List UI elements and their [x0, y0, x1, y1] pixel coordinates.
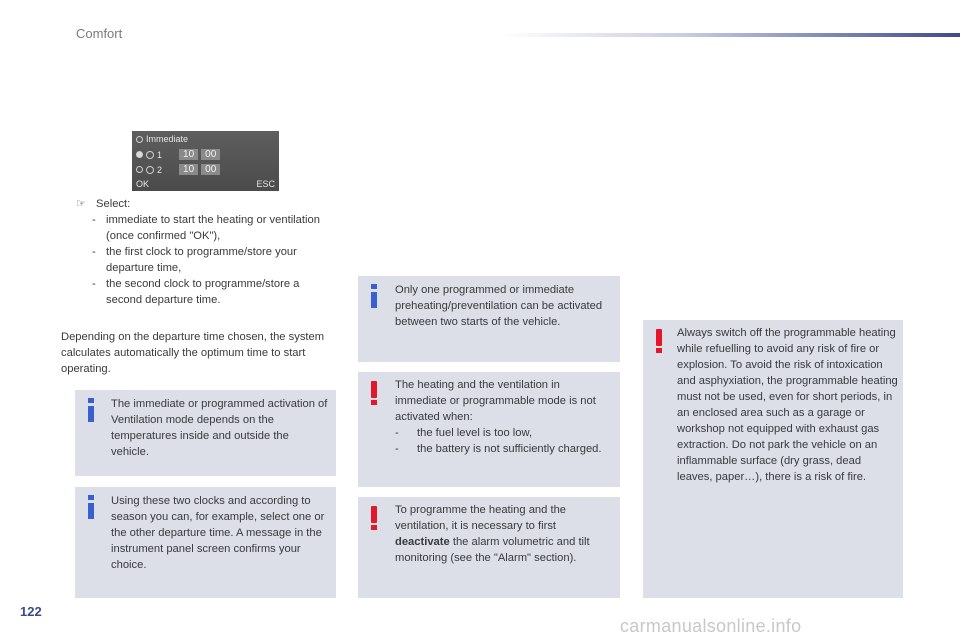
- radio-selected-icon: [136, 151, 143, 158]
- section-title: Comfort: [76, 26, 123, 41]
- radio-icon: [136, 136, 143, 143]
- clock-1-hours: 10: [179, 149, 198, 160]
- clock-2-minutes: 00: [201, 164, 220, 175]
- radio-icon: [136, 166, 143, 173]
- screen-row-immediate: [136, 134, 188, 144]
- ok-label: OK: [136, 179, 150, 189]
- clock-1-minutes: 00: [201, 149, 220, 160]
- info-box-one-preheating: Only one programmed or immediate preheating/preventilation can be activated between two starts of the vehicle.: [358, 276, 620, 362]
- display-screen-image: [132, 131, 279, 191]
- info-icon: [88, 495, 94, 519]
- header-bar: [500, 33, 960, 37]
- warning-box-deactivate-alarm: To programme the heating and the ventilation, it is necessary to first deactivate the alarm volumetric and tilt monitoring (see the "Alarm" section).: [358, 497, 620, 598]
- screen-row-clock-1: [136, 149, 220, 160]
- warning-intro: The heating and the ventilation in immediate or programmable mode is not activated when:: [395, 379, 596, 423]
- warning-exclamation-icon: [371, 506, 377, 530]
- select-options-list: [76, 212, 338, 308]
- select-label: Select:: [96, 198, 131, 210]
- page-number: 122: [20, 604, 42, 619]
- warning-box-refuelling: Always switch off the programmable heating while refuelling to avoid any risk of fire or explosion. To avoid the risk of intoxication and asphyxiation, the programmable heating must not be used, even for short periods, in an enclosed area such as a garage or workshop not equipped with exhaust gas extraction. Do not park the vehicle on an inflammable surface (dry grass, dead leaves, paper…), there is a risk of fire.: [643, 320, 903, 598]
- pointing-hand-icon: ☞: [76, 198, 87, 210]
- list-item: - the fuel level is too low,: [395, 427, 533, 439]
- departure-paragraph: Depending on the departure time chosen, the system calculates automatically the optimum time to start operating.: [61, 331, 325, 375]
- clock-icon: [146, 151, 154, 159]
- warning-box-not-activated: [358, 372, 620, 487]
- list-item: - the first clock to programme/store your departure time,: [92, 246, 297, 274]
- screen-row-clock-2: [136, 164, 220, 175]
- clock-icon: [146, 166, 154, 174]
- clock-1-number: 1: [157, 149, 163, 160]
- warning-exclamation-icon: [371, 381, 377, 405]
- list-item: - the second clock to programme/store a second departure time.: [92, 278, 300, 306]
- list-item: - immediate to start the heating or ventilation (once confirmed "OK"),: [92, 214, 320, 242]
- info-icon: [371, 284, 377, 308]
- warning-exclamation-icon: [656, 329, 662, 353]
- deactivate-emphasis: deactivate: [395, 536, 450, 548]
- clock-2-number: 2: [157, 164, 163, 175]
- info-box-two-clocks: Using these two clocks and according to season you can, for example, select one or the other departure time. A message in the instrument panel screen confirms your choice.: [75, 487, 336, 598]
- info-icon: [88, 398, 94, 422]
- info-box-ventilation-mode: The immediate or programmed activation of Ventilation mode depends on the temperatures inside and outside the vehicle.: [75, 390, 336, 476]
- select-instructions: [76, 196, 338, 308]
- immediate-label: Immediate: [146, 134, 189, 144]
- esc-label: ESC: [256, 179, 275, 189]
- clock-2-hours: 10: [179, 164, 198, 175]
- list-item: - the battery is not sufficiently charged.: [395, 443, 602, 455]
- watermark: carmanualsonline.info: [620, 616, 802, 636]
